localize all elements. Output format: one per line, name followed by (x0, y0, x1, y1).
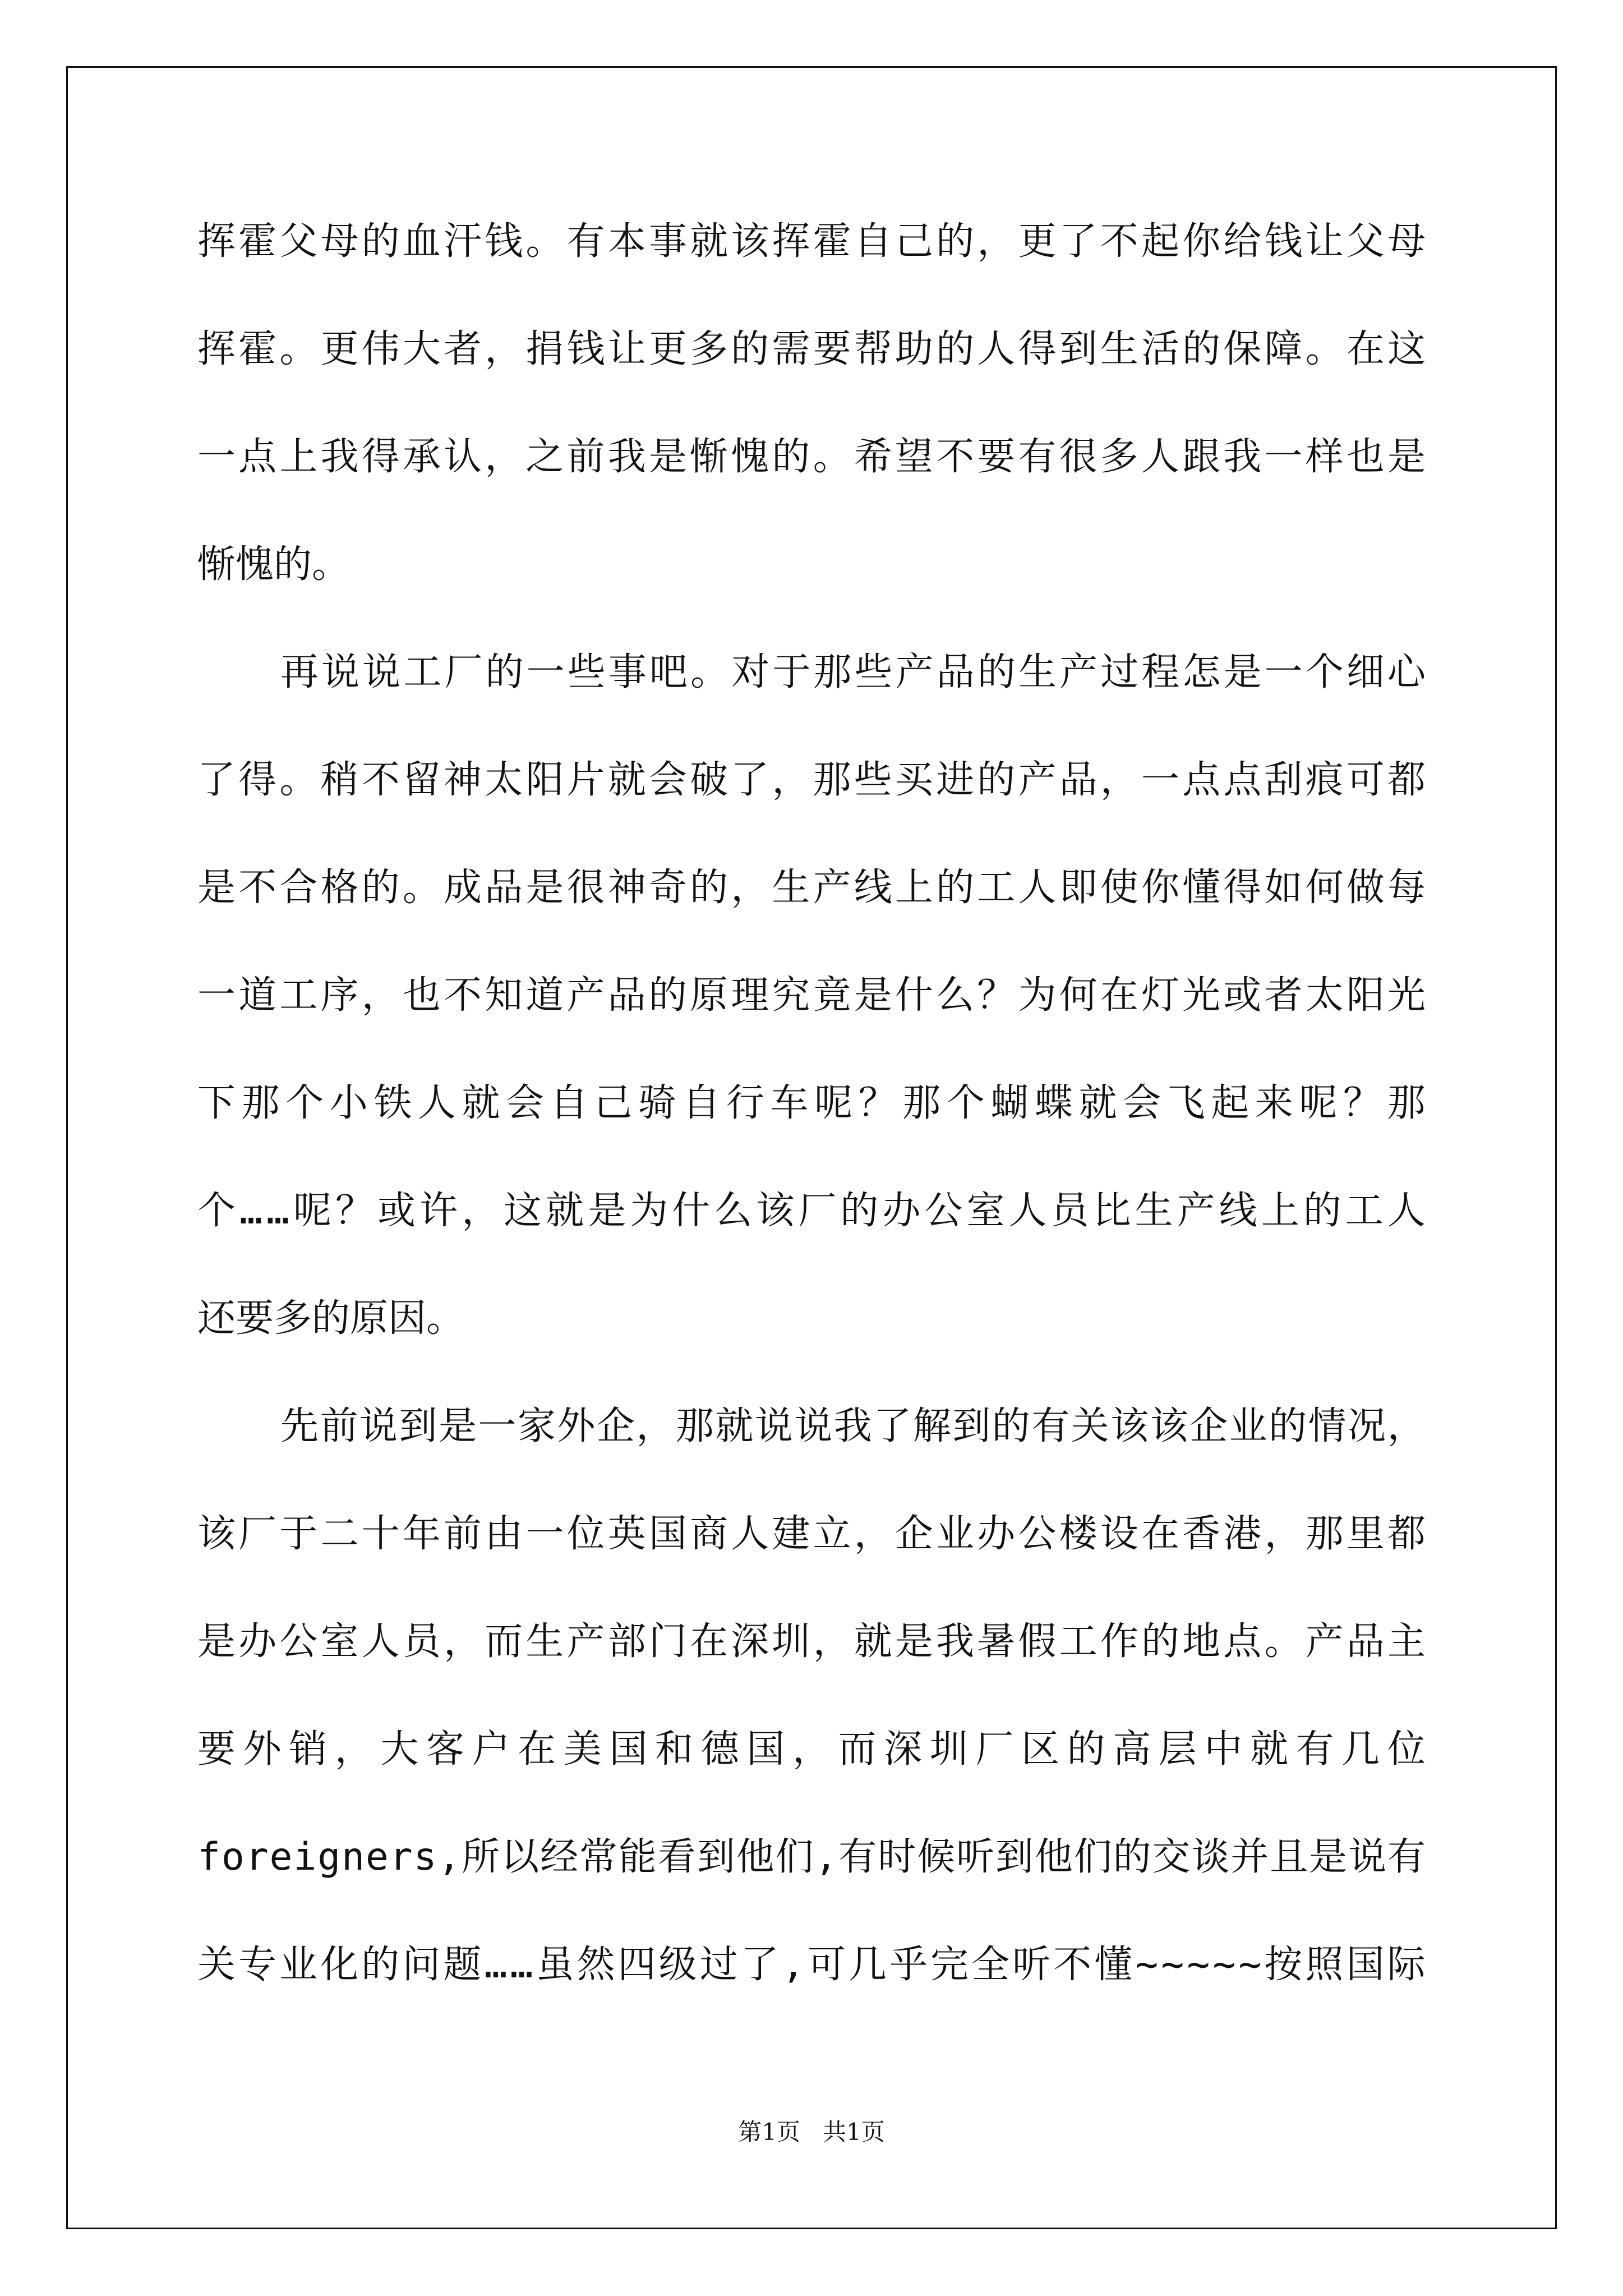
page-border (66, 66, 1557, 2229)
text-line-5: 再 说 说 工 厂 的 一 些 事 吧 。 对 于 那 些 产 品 的 生 产 过 程 怎 是 一 个 细 心 (280, 650, 1426, 694)
text-line-17: 关 专 业 化 的 问 题 … … 虽 然 四 级 过 了 , 可 几 乎 完 全 听 不 懂 ~ ~ ~ ~ ~ 按 照 国 际 (197, 1943, 1426, 1987)
text-line-3: 一 点 上 我 得 承 认 ， 之 前 我 是 惭 愧 的 。 希 望 不 要 有 很 多 人 跟 我 一 样 也 是 (197, 435, 1426, 479)
text-line-2: 挥 霍 。 更 伟 大 者 ， 捐 钱 让 更 多 的 需 要 帮 助 的 人 得 到 生 活 的 保 障 。 在 这 (197, 327, 1426, 371)
text-line-13: 该 厂 于 二 十 年 前 由 一 位 英 国 商 人 建 立 ， 企 业 办 公 楼 设 在 香 港 ， 那 里 都 (197, 1512, 1426, 1556)
text-line-12: 先 前 说 到 是 一 家 外 企 ， 那 就 说 说 我 了 解 到 的 有 关 该 该 企 业 的 情 况 ， (280, 1404, 1426, 1448)
text-line-15: 要 外 销 ， 大 客 户 在 美 国 和 德 国 ， 而 深 圳 厂 区 的 高 层 中 就 有 几 位 (197, 1727, 1426, 1772)
text-line-16: f o r e i g n e r s , 所 以 经 常 能 看 到 他 们 , 有 时 候 听 到 他 们 的 交 谈 并 且 是 说 有 (197, 1835, 1426, 1879)
text-line-8: 一 道 工 序 ， 也 不 知 道 产 品 的 原 理 究 竟 是 什 么 ？ 为 何 在 灯 光 或 者 太 阳 光 (197, 973, 1426, 1018)
page-footer: 第1页 共1页 (738, 2118, 885, 2146)
text-line-14: 是 办 公 室 人 员 ， 而 生 产 部 门 在 深 圳 ， 就 是 我 暑 假 工 作 的 地 点 。 产 品 主 (197, 1619, 1426, 1664)
text-line-9: 下 那 个 小 铁 人 就 会 自 己 骑 自 行 车 呢 ？ 那 个 蝴 蝶 就 会 飞 起 来 呢 ？ 那 (197, 1081, 1426, 1125)
text-line-1: 挥 霍 父 母 的 血 汗 钱 。 有 本 事 就 该 挥 霍 自 己 的 ， 更 了 不 起 你 给 钱 让 父 母 (197, 219, 1426, 264)
text-line-7: 是 不 合 格 的 。 成 品 是 很 神 奇 的 ， 生 产 线 上 的 工 人 即 使 你 懂 得 如 何 做 每 (197, 866, 1426, 910)
text-line-6: 了 得 。 稍 不 留 神 太 阳 片 就 会 破 了 ， 那 些 买 进 的 产 品 ， 一 点 点 刮 痕 可 都 (197, 758, 1426, 802)
text-line-10: 个 … … 呢 ？ 或 许 ， 这 就 是 为 什 么 该 厂 的 办 公 室 人 员 比 生 产 线 上 的 工 人 (197, 1189, 1426, 1233)
text-line-4: 惭愧的。 (197, 542, 351, 587)
text-line-11: 还要多的原因。 (197, 1296, 465, 1341)
